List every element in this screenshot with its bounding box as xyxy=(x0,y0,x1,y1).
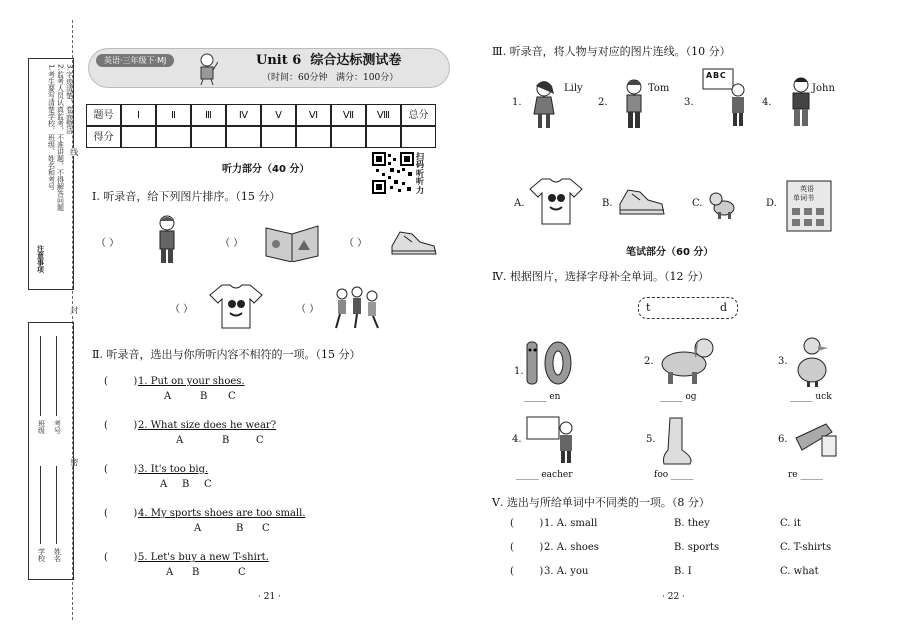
answer-paren[interactable]: ( ) xyxy=(510,566,544,577)
score-header-cell: Ⅳ xyxy=(226,104,261,126)
writing-title: 笔试部分（60 分） xyxy=(626,247,714,258)
number-line[interactable] xyxy=(56,336,57,416)
tshirt-icon xyxy=(528,176,584,230)
option-label: B xyxy=(200,391,208,402)
notes-line-2: 2.监考人员认真监考，不准讲题，不得解答问题 xyxy=(56,64,65,211)
duck-icon xyxy=(796,334,832,392)
option-label: B xyxy=(222,435,230,446)
word-blank[interactable]: foo _____ xyxy=(654,470,694,480)
score-input-cell[interactable] xyxy=(121,126,156,148)
option-label: C xyxy=(262,523,270,534)
sentence-text: 1. Put on your shoes. xyxy=(138,376,245,387)
binding-strip xyxy=(0,0,80,632)
option-label: A xyxy=(194,523,202,534)
notes-label: 注意事项 xyxy=(36,245,45,273)
option-label: A xyxy=(164,391,172,402)
score-header-cell: 总分 xyxy=(401,104,436,126)
red-tube-icon xyxy=(792,420,838,464)
section-4-title: Ⅳ. 根据图片，选择字母补全单词。（12 分） xyxy=(492,270,709,283)
word-blank[interactable]: _____ eacher xyxy=(516,470,573,480)
score-input-cell[interactable] xyxy=(191,126,226,148)
word-blank[interactable]: _____ og xyxy=(660,392,697,402)
field-name: 姓名 xyxy=(53,548,62,562)
item-number: 5. xyxy=(646,434,656,445)
sentence-text: 5. Let's buy a new T-shirt. xyxy=(138,552,269,563)
option-label: C xyxy=(238,567,246,578)
item-letter: B. xyxy=(602,198,613,209)
score-header-cell: Ⅵ xyxy=(296,104,331,126)
page-number-right: · 22 · xyxy=(662,592,685,602)
answer-paren[interactable]: ( ) xyxy=(510,542,544,553)
wordbook-text-2: 单词书 xyxy=(793,194,814,202)
field-class: 班级 xyxy=(37,420,46,434)
option-label: C xyxy=(256,435,264,446)
field-school: 学校 xyxy=(37,548,46,562)
person-number: 1. xyxy=(512,97,522,108)
sneaker-icon xyxy=(390,224,438,264)
page-number-left: · 21 · xyxy=(258,592,281,602)
item-number: 4. xyxy=(512,434,522,445)
answer-paren[interactable]: ( ) xyxy=(104,464,138,475)
person-number: 4. xyxy=(762,97,772,108)
letter-t: t xyxy=(646,301,651,314)
answer-blank[interactable]: （ ） xyxy=(170,304,194,315)
person-number: 2. xyxy=(598,97,608,108)
answer-blank[interactable]: （ ） xyxy=(96,238,120,249)
page-subtitle: （时间：60分钟 满分：100分） xyxy=(262,73,399,83)
class-line[interactable] xyxy=(40,336,41,416)
score-header-cell: Ⅰ xyxy=(121,104,156,126)
letter-d: d xyxy=(720,301,728,314)
wordbook-text-1: 英语 xyxy=(800,185,814,193)
option-label: B xyxy=(192,567,200,578)
boy-john-icon xyxy=(786,76,816,132)
answer-paren[interactable]: ( ) xyxy=(104,508,138,519)
option-label: B xyxy=(236,523,244,534)
chalkboard-text: A B C xyxy=(706,71,725,80)
item-number: 3. xyxy=(778,356,788,367)
option-a: 1. A. small xyxy=(544,518,598,529)
option-c: C. what xyxy=(780,566,819,577)
info-box xyxy=(28,322,74,580)
answer-blank[interactable]: （ ） xyxy=(296,304,320,315)
boy-icon xyxy=(152,214,182,270)
option-b: B. sports xyxy=(674,542,720,553)
option-c: C. it xyxy=(780,518,801,529)
dog-icon xyxy=(708,190,738,224)
mascot-icon xyxy=(196,52,218,90)
sneaker-icon xyxy=(618,184,666,224)
page-title: Unit 6 综合达标测试卷 xyxy=(256,53,402,68)
option-label: B xyxy=(182,479,190,490)
answer-paren[interactable]: ( ) xyxy=(104,552,138,563)
book-icon xyxy=(264,222,320,266)
answer-blank[interactable]: （ ） xyxy=(220,238,244,249)
listening-title: 听力部分（40 分） xyxy=(222,164,310,175)
dog-icon xyxy=(656,334,714,390)
answer-paren[interactable]: ( ) xyxy=(104,376,138,387)
score-input-cell[interactable] xyxy=(156,126,191,148)
option-label: A xyxy=(176,435,184,446)
score-header-cell: Ⅶ xyxy=(331,104,366,126)
option-label: C xyxy=(228,391,236,402)
score-header-cell: Ⅷ xyxy=(366,104,401,126)
sentence-text: 2. What size does he wear? xyxy=(138,420,277,431)
option-b: B. I xyxy=(674,566,692,577)
cut-mark-2: 封 xyxy=(69,306,79,314)
score-label-cell: 得分 xyxy=(86,126,121,148)
person-name: John xyxy=(812,83,835,94)
person-number: 3. xyxy=(684,97,694,108)
item-letter: A. xyxy=(514,198,525,209)
option-c: C. T-shirts xyxy=(780,542,832,553)
notes-line-1: 1.考生要写清楚学校、班级、姓名和考号 xyxy=(47,64,56,190)
sentence-text: 4. My sports shoes are too small. xyxy=(138,508,306,519)
option-b: B. they xyxy=(674,518,710,529)
score-input-cell[interactable] xyxy=(296,126,331,148)
option-a: 2. A. shoes xyxy=(544,542,599,553)
school-line[interactable] xyxy=(40,466,41,544)
section-5-title: Ⅴ. 选出与所给单词中不同类的一项。（8 分） xyxy=(492,496,710,509)
option-label: C xyxy=(204,479,212,490)
answer-paren[interactable]: ( ) xyxy=(510,518,544,529)
answer-blank[interactable]: （ ） xyxy=(344,238,368,249)
notes-line-3: 3.字迹清楚，卷面整洁 xyxy=(65,64,74,134)
cut-mark-3: 密 xyxy=(69,458,79,466)
item-number: 1. xyxy=(514,366,524,377)
score-header-cell: Ⅱ xyxy=(156,104,191,126)
boy-tom-icon xyxy=(620,78,648,134)
foot-icon xyxy=(660,416,694,472)
qr-label: 扫码听听力 xyxy=(416,152,424,195)
item-number: 2. xyxy=(644,356,654,367)
score-input-cell[interactable] xyxy=(331,126,366,148)
score-input-cell[interactable] xyxy=(366,126,401,148)
person-name: Tom xyxy=(648,83,670,94)
number-ten-icon xyxy=(524,338,574,390)
score-input-cell[interactable] xyxy=(401,126,436,148)
sentence-text: 3. It's too big. xyxy=(138,464,209,475)
kids-icon xyxy=(330,284,384,336)
word-blank[interactable]: re _____ xyxy=(788,470,823,480)
name-line[interactable] xyxy=(56,466,57,544)
word-blank[interactable]: _____ en xyxy=(524,392,561,402)
tshirt-icon xyxy=(208,282,264,334)
item-number: 6. xyxy=(778,434,788,445)
qr-code-icon[interactable] xyxy=(372,152,414,194)
section-1-title: Ⅰ. 听录音，给下列图片排序。（15 分） xyxy=(92,190,281,203)
score-header-cell: Ⅴ xyxy=(261,104,296,126)
item-letter: D. xyxy=(766,198,777,209)
section-3-title: Ⅲ. 听录音，将人物与对应的图片连线。（10 分） xyxy=(492,45,731,58)
field-number: 考号 xyxy=(53,420,62,434)
answer-paren[interactable]: ( ) xyxy=(104,420,138,431)
score-header-cell: 题号 xyxy=(86,104,121,126)
score-input-cell[interactable] xyxy=(226,126,261,148)
score-header-cell: Ⅲ xyxy=(191,104,226,126)
option-a: 3. A. you xyxy=(544,566,589,577)
score-input-cell[interactable] xyxy=(261,126,296,148)
girl-icon xyxy=(528,80,560,134)
subject-badge: 英语·三年级下·MJ xyxy=(96,54,174,67)
teacher-icon xyxy=(526,416,576,468)
section-2-title: Ⅱ. 听录音，选出与你所听内容不相符的一项。（15 分） xyxy=(92,348,361,361)
option-label: A xyxy=(166,567,174,578)
person-name: Lily xyxy=(564,83,583,94)
option-label: A xyxy=(160,479,168,490)
cut-mark-1: 线 xyxy=(69,148,79,156)
word-blank[interactable]: _____ uck xyxy=(790,392,832,402)
item-letter: C. xyxy=(692,198,703,209)
